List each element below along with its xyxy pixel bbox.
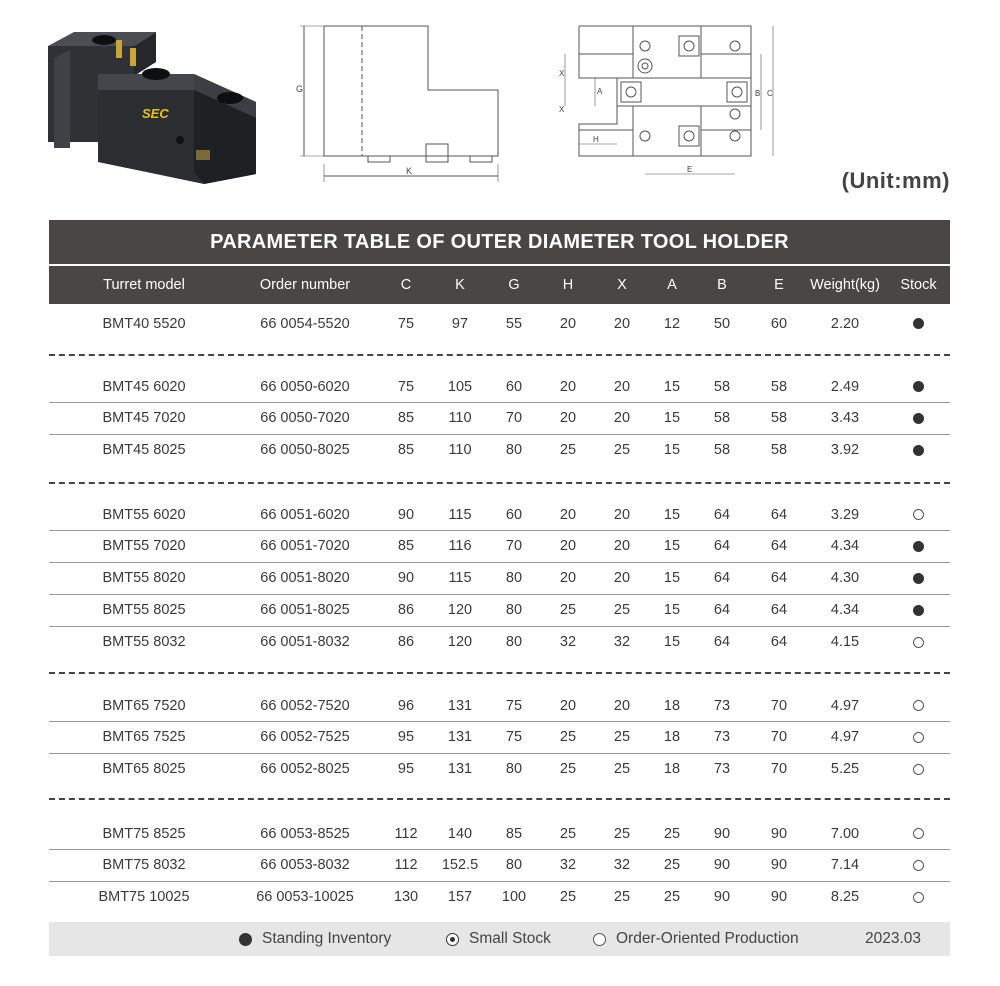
cell-k: 97 (451, 315, 469, 332)
cell-c: 85 (397, 538, 415, 555)
cell-e: 70 (770, 761, 788, 778)
cell-k: 110 (448, 442, 472, 459)
cell-model: BMT75 10025 (98, 889, 190, 906)
cell-order: 66 0050-6020 (260, 378, 350, 395)
cell-order: 66 0052-7525 (260, 729, 350, 746)
empty-circle-icon (913, 732, 924, 743)
cell-order: 66 0053-8032 (260, 857, 350, 874)
legend-date: 2023.03 (865, 930, 922, 947)
dim-label-x1: X (559, 69, 565, 78)
stock-cell (891, 308, 946, 339)
cell-order: 66 0052-7520 (260, 697, 350, 714)
cell-weight: 7.14 (830, 857, 860, 874)
cell-g: 80 (505, 634, 523, 651)
cell-b: 64 (713, 538, 731, 555)
cell-x: 20 (613, 538, 631, 555)
cell-e: 64 (770, 538, 788, 555)
table-row (49, 595, 950, 626)
stock-cell (891, 595, 946, 626)
cell-h: 25 (559, 889, 577, 906)
table-row (49, 531, 950, 562)
legend-small: Small Stock (446, 922, 551, 956)
cell-order: 66 0051-8032 (260, 634, 350, 651)
cell-c: 112 (394, 857, 418, 874)
cell-b: 73 (713, 697, 731, 714)
cell-a: 18 (663, 729, 681, 746)
cell-g: 75 (505, 697, 523, 714)
cell-x: 25 (613, 729, 631, 746)
cell-k: 120 (447, 634, 473, 651)
cell-weight: 4.34 (830, 538, 860, 555)
cell-weight: 3.92 (830, 442, 860, 459)
filled-circle-icon (913, 381, 924, 392)
cell-order: 66 0051-6020 (260, 506, 350, 523)
tool-holder-photo (44, 22, 260, 184)
cell-x: 20 (613, 570, 631, 587)
dim-label-x2: X (559, 105, 565, 114)
cell-model: BMT45 6020 (102, 378, 186, 395)
cell-weight: 3.29 (830, 506, 860, 523)
cell-b: 73 (713, 729, 731, 746)
cell-k: 157 (447, 889, 473, 906)
svg-text:SEC: SEC (142, 106, 169, 121)
cell-a: 25 (663, 857, 681, 874)
stock-cell (891, 690, 946, 721)
cell-e: 70 (770, 729, 788, 746)
legend-order: Order-Oriented Production (593, 922, 799, 956)
empty-circle-icon (913, 828, 924, 839)
table-row (49, 308, 950, 339)
column-header-k: K (455, 277, 465, 293)
unit-label: (Unit:mm) (841, 168, 950, 193)
cell-weight: 4.30 (830, 570, 860, 587)
cell-weight: 4.97 (830, 729, 860, 746)
cell-k: 115 (448, 570, 472, 587)
dim-label-a: A (597, 87, 603, 96)
cell-a: 15 (663, 602, 681, 619)
filled-circle-icon (239, 933, 252, 946)
cell-order: 66 0053-8525 (260, 825, 350, 842)
cell-g: 80 (505, 442, 523, 459)
column-header-c: C (400, 277, 412, 293)
cell-e: 70 (770, 697, 788, 714)
cell-c: 95 (397, 761, 415, 778)
cell-c: 85 (397, 442, 415, 459)
cell-a: 15 (663, 410, 681, 427)
empty-circle-icon (913, 892, 924, 903)
stock-cell (891, 882, 946, 913)
side-view-drawing (290, 14, 510, 184)
cell-order: 66 0054-5520 (260, 315, 350, 332)
cell-k: 115 (448, 506, 472, 523)
table-header (49, 266, 950, 304)
table-row (49, 690, 950, 721)
cell-order: 66 0050-8025 (260, 442, 350, 459)
cell-g: 85 (505, 825, 523, 842)
cell-h: 20 (559, 315, 577, 332)
column-header-weight: Weight(kg) (810, 277, 880, 293)
cell-b: 90 (713, 857, 731, 874)
legend-bar (49, 922, 950, 956)
cell-g: 100 (501, 889, 527, 906)
cell-g: 80 (505, 857, 523, 874)
cell-model: BMT65 7520 (102, 697, 186, 714)
cell-a: 25 (663, 889, 681, 906)
cell-b: 90 (713, 825, 731, 842)
table-row (49, 403, 950, 434)
cell-x: 20 (613, 697, 631, 714)
table-row (49, 627, 950, 658)
cell-k: 131 (447, 729, 473, 746)
cell-c: 112 (394, 825, 418, 842)
group-divider (49, 482, 950, 484)
stock-cell (891, 850, 946, 881)
empty-circle-icon (913, 860, 924, 871)
cell-b: 58 (713, 442, 731, 459)
table-row (49, 722, 950, 753)
filled-circle-icon (913, 413, 924, 424)
cell-c: 96 (397, 697, 415, 714)
cell-model: BMT65 8025 (102, 761, 186, 778)
empty-circle-icon (913, 637, 924, 648)
cell-e: 90 (770, 825, 788, 842)
dim-label-k: K (406, 166, 413, 176)
cell-a: 15 (663, 506, 681, 523)
table-row (49, 371, 950, 402)
cell-order: 66 0050-7020 (260, 410, 350, 427)
cell-weight: 2.20 (830, 315, 860, 332)
cell-a: 18 (663, 697, 681, 714)
cell-weight: 5.25 (830, 761, 860, 778)
cell-x: 32 (613, 857, 631, 874)
cell-k: 105 (447, 378, 473, 395)
cell-e: 58 (770, 378, 788, 395)
column-header-stock: Stock (900, 277, 937, 293)
cell-h: 20 (559, 410, 577, 427)
cell-model: BMT75 8032 (102, 857, 186, 874)
table-row (49, 754, 950, 785)
cell-k: 131 (447, 761, 473, 778)
cell-h: 32 (559, 857, 577, 874)
filled-circle-icon (913, 573, 924, 584)
stock-cell (891, 818, 946, 849)
cell-h: 20 (559, 378, 577, 395)
cell-h: 25 (559, 729, 577, 746)
cell-c: 95 (397, 729, 415, 746)
cell-c: 75 (397, 315, 415, 332)
cell-g: 55 (505, 315, 523, 332)
cell-b: 73 (713, 761, 731, 778)
cell-g: 60 (505, 506, 523, 523)
table-row (49, 435, 950, 466)
cell-k: 120 (447, 602, 473, 619)
table-row (49, 850, 950, 881)
cell-g: 60 (505, 378, 523, 395)
cell-x: 20 (613, 378, 631, 395)
cell-h: 20 (559, 570, 577, 587)
cell-e: 60 (770, 315, 788, 332)
cell-g: 80 (505, 570, 523, 587)
cell-b: 90 (713, 889, 731, 906)
cell-order: 66 0051-8020 (260, 570, 350, 587)
cell-a: 15 (663, 538, 681, 555)
stock-cell (891, 531, 946, 562)
cell-a: 15 (663, 634, 681, 651)
cell-e: 64 (770, 570, 788, 587)
cell-c: 86 (397, 602, 415, 619)
cell-h: 25 (559, 825, 577, 842)
empty-circle-icon (913, 700, 924, 711)
cell-weight: 8.25 (830, 889, 860, 906)
table-row (49, 499, 950, 530)
stock-cell (891, 371, 946, 402)
filled-circle-icon (913, 445, 924, 456)
cell-order: 66 0053-10025 (256, 889, 354, 906)
cell-x: 32 (613, 634, 631, 651)
cell-k: 140 (447, 825, 473, 842)
cell-weight: 2.49 (830, 378, 860, 395)
cell-weight: 7.00 (830, 825, 860, 842)
cell-weight: 3.43 (830, 410, 860, 427)
column-header-h: H (562, 277, 574, 293)
cell-x: 20 (613, 315, 631, 332)
column-header-x: X (617, 277, 627, 293)
cell-x: 25 (613, 761, 631, 778)
cell-e: 64 (770, 506, 788, 523)
stock-cell (891, 627, 946, 658)
cell-model: BMT65 7525 (102, 729, 186, 746)
cell-b: 50 (713, 315, 731, 332)
filled-circle-icon (913, 541, 924, 552)
cell-model: BMT55 8025 (102, 602, 186, 619)
table-row (49, 818, 950, 849)
empty-circle-icon (593, 933, 606, 946)
cell-c: 86 (397, 634, 415, 651)
cell-h: 20 (559, 697, 577, 714)
cell-order: 66 0051-8025 (260, 602, 350, 619)
column-header-b: B (717, 277, 727, 293)
stock-cell (891, 403, 946, 434)
cell-model: BMT55 8032 (102, 634, 186, 651)
column-header-a: A (667, 277, 677, 293)
cell-e: 90 (770, 857, 788, 874)
column-header-g: G (508, 277, 520, 293)
cell-model: BMT75 8525 (102, 825, 186, 842)
cell-model: BMT45 7020 (102, 410, 186, 427)
column-header-model: Turret model (103, 277, 185, 293)
cell-g: 80 (505, 602, 523, 619)
dim-label-e: E (687, 165, 693, 174)
cell-b: 64 (713, 506, 731, 523)
cell-model: BMT55 6020 (102, 506, 186, 523)
cell-c: 75 (397, 378, 415, 395)
cell-model: BMT55 7020 (102, 538, 186, 555)
filled-circle-icon (913, 318, 924, 329)
table-row (49, 563, 950, 594)
empty-circle-icon (913, 509, 924, 520)
dotted-circle-icon (446, 933, 459, 946)
cell-e: 58 (770, 442, 788, 459)
cell-model: BMT40 5520 (102, 315, 186, 332)
cell-b: 64 (713, 634, 731, 651)
cell-e: 58 (770, 410, 788, 427)
cell-model: BMT55 8020 (102, 570, 186, 587)
brand-logo (142, 106, 169, 121)
stock-cell (891, 499, 946, 530)
dim-label-b: B (755, 89, 761, 98)
group-divider (49, 354, 950, 356)
cell-a: 25 (663, 825, 681, 842)
dim-label-c: C (767, 89, 773, 98)
cell-k: 131 (447, 697, 473, 714)
table-title: PARAMETER TABLE OF OUTER DIAMETER TOOL HOLDER (49, 220, 950, 264)
dim-label-h: H (593, 135, 599, 144)
cell-x: 25 (613, 602, 631, 619)
empty-circle-icon (913, 764, 924, 775)
stock-cell (891, 722, 946, 753)
cell-x: 25 (613, 889, 631, 906)
cell-k: 152.5 (441, 857, 479, 874)
cell-g: 70 (505, 410, 523, 427)
cell-model: BMT45 8025 (102, 442, 186, 459)
cell-h: 20 (559, 506, 577, 523)
cell-a: 12 (663, 315, 681, 332)
filled-circle-icon (913, 605, 924, 616)
cell-weight: 4.34 (830, 602, 860, 619)
cell-x: 25 (613, 442, 631, 459)
cell-a: 15 (663, 442, 681, 459)
cell-b: 58 (713, 410, 731, 427)
cell-h: 25 (559, 442, 577, 459)
cell-b: 64 (713, 602, 731, 619)
cell-a: 18 (663, 761, 681, 778)
cell-g: 75 (505, 729, 523, 746)
cell-k: 116 (448, 538, 472, 555)
cell-e: 64 (770, 634, 788, 651)
column-header-order: Order number (259, 277, 351, 293)
cell-e: 64 (770, 602, 788, 619)
cell-b: 64 (713, 570, 731, 587)
cell-x: 25 (613, 825, 631, 842)
cell-order: 66 0052-8025 (260, 761, 350, 778)
cell-h: 25 (559, 761, 577, 778)
stock-cell (891, 435, 946, 466)
cell-c: 85 (397, 410, 415, 427)
cell-c: 90 (397, 570, 415, 587)
cell-g: 80 (505, 761, 523, 778)
cell-e: 90 (770, 889, 788, 906)
stock-cell (891, 563, 946, 594)
cell-c: 90 (397, 506, 415, 523)
cell-h: 20 (559, 538, 577, 555)
cell-b: 58 (713, 378, 731, 395)
cell-k: 110 (448, 410, 472, 427)
cell-h: 25 (559, 602, 577, 619)
column-header-e: E (774, 277, 784, 293)
cell-weight: 4.97 (830, 697, 860, 714)
group-divider (49, 798, 950, 800)
cell-x: 20 (613, 410, 631, 427)
top-view-drawing (555, 14, 780, 184)
dim-label-g: G (296, 84, 304, 94)
cell-g: 70 (505, 538, 523, 555)
table-row (49, 882, 950, 913)
legend-standing: Standing Inventory (239, 922, 391, 956)
cell-order: 66 0051-7020 (260, 538, 350, 555)
group-divider (49, 672, 950, 674)
cell-a: 15 (663, 570, 681, 587)
cell-c: 130 (393, 889, 419, 906)
stock-cell (891, 754, 946, 785)
cell-weight: 4.15 (830, 634, 860, 651)
cell-x: 20 (613, 506, 631, 523)
cell-h: 32 (559, 634, 577, 651)
cell-a: 15 (663, 378, 681, 395)
